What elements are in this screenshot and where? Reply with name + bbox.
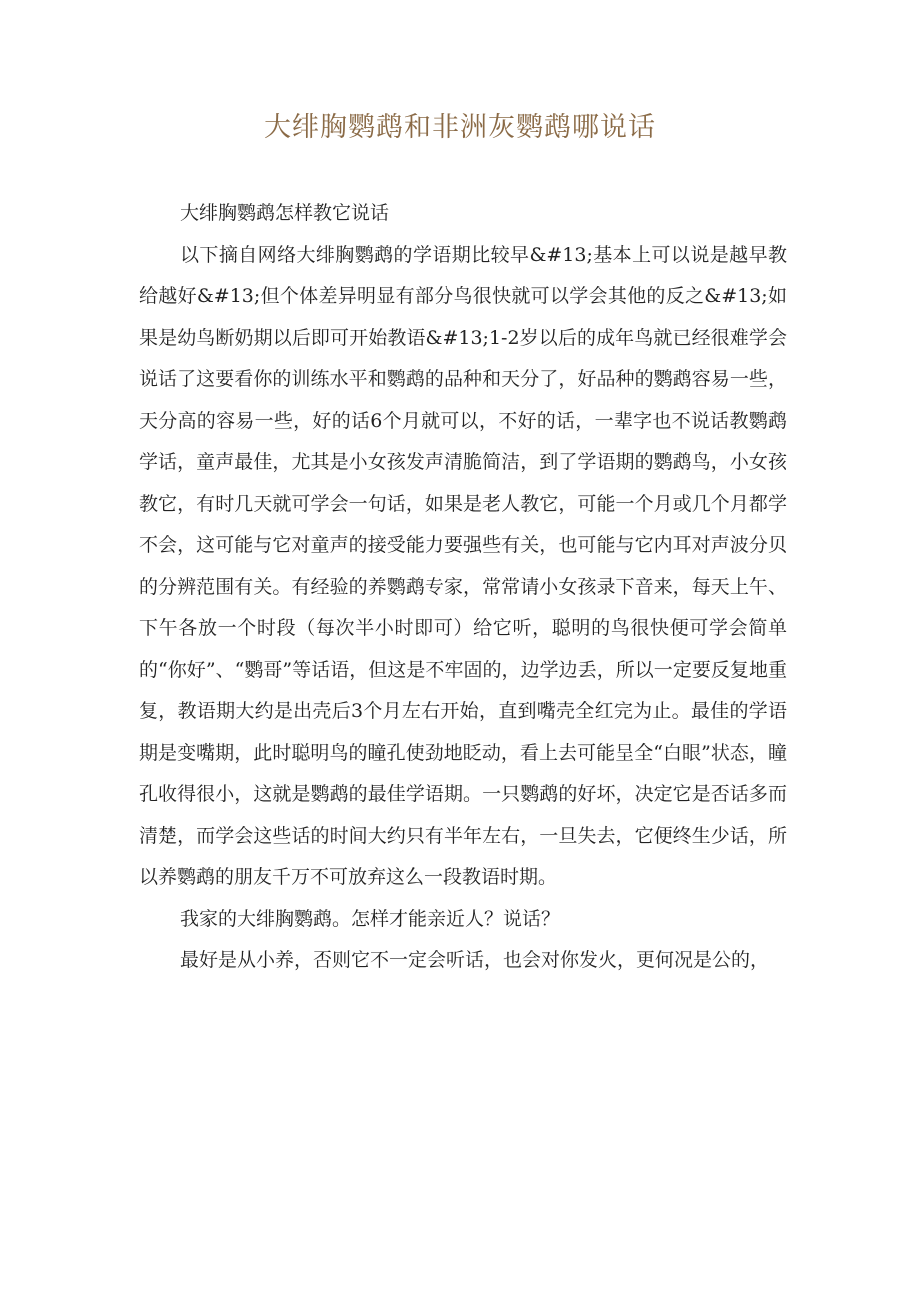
document-body xyxy=(139,193,787,982)
document-title: 大绯胸鹦鹉和非洲灰鹦鹉哪说话 xyxy=(264,112,656,143)
paragraph-main: 以下摘自网络大绯胸鹦鹉的学语期比较早&#13;基本上可以说是越早教给越好&#13;但个体差异明显有部分鸟很快就可以学会其他的反之&#13;如果是幼鸟断奶期以后即可开始教语&#13;1-2岁以后的成年鸟就已经很难学会说话了这要看你的训练水平和鹦鹉的品种和天分了，好品种的鹦鹉容易一些，天分高的容易一些，好的话6个月就可以，不好的话，一辈字也不说话教鹦鹉学话，童声最佳，尤其是小女孩发声清脆简洁，到了学语期的鹦鹉鸟，小女孩教它，有时几天就可学会一句话，如果是老人教它，可能一个月或几个月都学不会，这可能与它对童声的接受能力要强些有关，也可能与它内耳对声波分贝的分辨范围有关。有经验的养鹦鹉专家，常常请小女孩录下音来，每天上午、下午各放一个时段（每次半小时即可）给它听，聪明的鸟很快便可学会简单的“你好”、“鹦哥”等话语，但这是不牢固的，边学边丢，所以一定要反复地重复，教语期大约是出壳后3个月左右开始，直到嘴壳全红完为止。最佳的学语期是变嘴期，此时聪明鸟的瞳孔使劲地眨动，看上去可能呈全“白眼”状态，瞳孔收得很小，这就是鹦鹉的最佳学语期。一只鹦鹉的好坏，决定它是否话多而清楚，而学会这些话的时间大约只有半年左右，一旦失去，它便终生少话，所以养鹦鹉的朋友千万不可放弃这么一段教语时期。 xyxy=(139,243,787,888)
paragraph-answer: 最好是从小养，否则它不一定会听话，也会对你发火，更何况是公的， xyxy=(180,949,770,971)
paragraph-subheading-2: 我家的大绯胸鹦鹉。怎样才能亲近人？说话？ xyxy=(180,907,561,930)
paragraph-subheading-1: 大绯胸鹦鹉怎样教它说话 xyxy=(180,202,390,224)
